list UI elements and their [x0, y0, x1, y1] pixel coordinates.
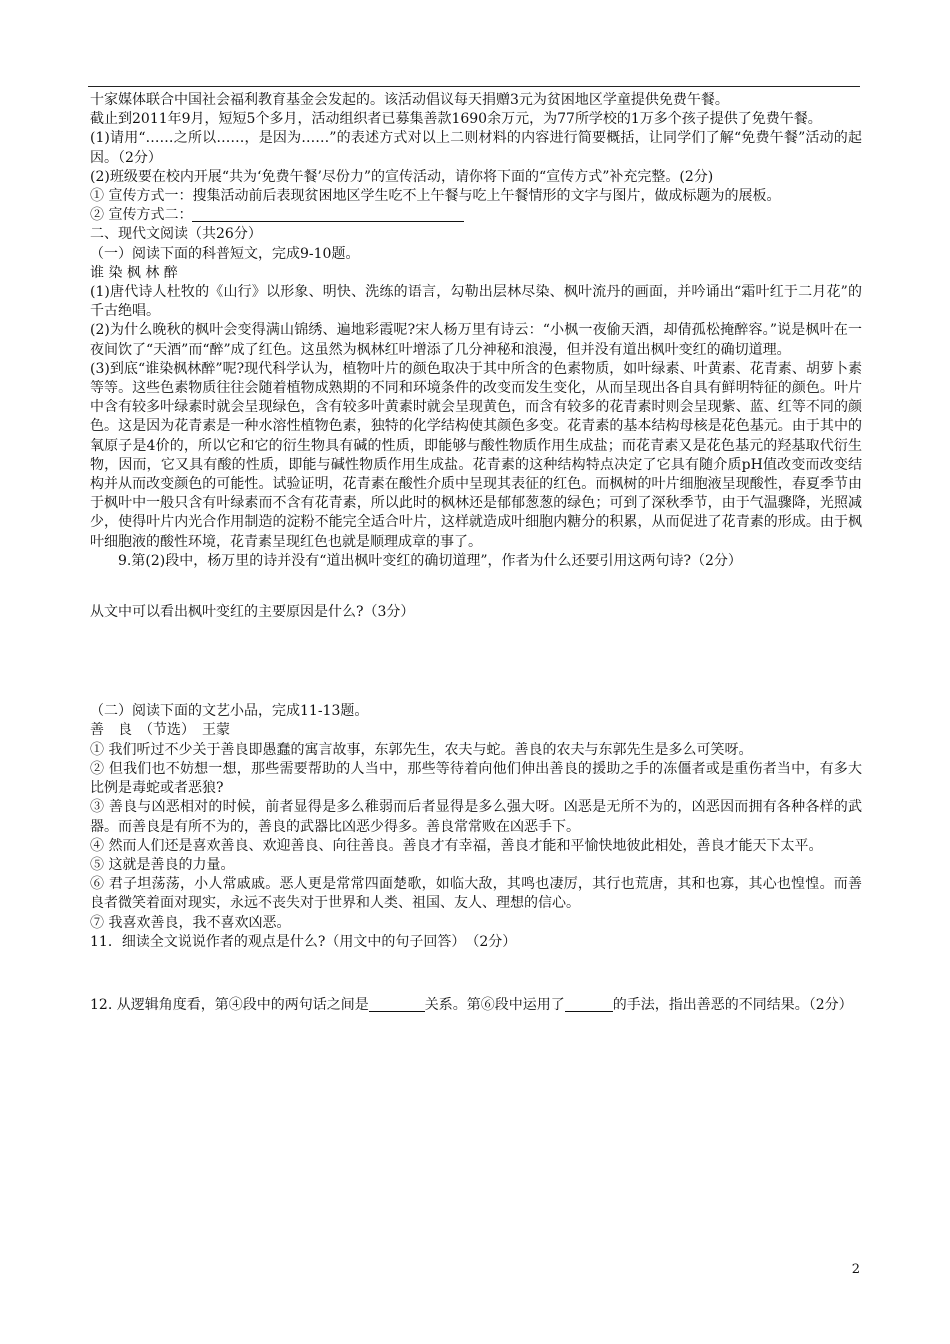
question-10: 从文中可以看出枫叶变红的主要原因是什么?（3分） — [90, 604, 415, 621]
question-12-blank-1[interactable] — [369, 996, 425, 1012]
page-number: 2 — [851, 1262, 860, 1277]
question-12-part-c: 的手法，指出善恶的不同结果。（2分） — [612, 996, 853, 1013]
page-content — [90, 91, 862, 1015]
promotion-method-2-label: ② 宣传方式二： — [90, 207, 193, 224]
article-1-paragraph-3: (3)到底“谁染枫林醉”呢?现代科学认为，植物叶片的颜色取决于其中所含的色素物质，如叶绿素、叶黄素、花青素、胡萝卜素等等。这些色素物质往往会随着植物成熟期的不同和环境条件的改变而发生变化，从而呈现出各自具有鲜明特征的颜色。叶片中含有较多叶绿素时就会呈现绿色，含有较多叶黄素时就会呈现黄色，而含有较多的花青素时则会呈现紫、蓝、红等不同的颜色。这是因为花青素是一种水溶性植物色素，独特的化学结构使其颜色多变。花青素的基本结构母核是花色基元。由于其中的氧原子是4价的，所以它和它的衍生物具有碱的性质，即能够与酸性物质作用生成盐；而花青素又是花色基元的羟基取代衍生物，因而，它又具有酸的性质，即能与碱性物质作用生成盐。花青素的这种结构特点决定了它具有随介质pH值改变而改变结构并从而改变颜色的可能性。试验证明，花青素在酸性介质中呈现其表征的红色。而枫树的叶片细胞液呈现酸性，春夏季节由于枫叶中一般只含有叶绿素而不含有花青素，所以此时的枫林还是郁郁葱葱的绿色；可到了深秋季节，由于气温骤降，光照减少，使得叶片内光合作用制造的淀粉不能完全适合叶片，这样就造成叶细胞内糖分的积累，从而促进了花青素的形成。由于枫叶细胞液的酸性环境，花青素呈现红色也就是顺理成章的事了。 — [90, 360, 862, 550]
question-9: 9.第(2)段中，杨万里的诗并没有“道出枫叶变红的确切道理”，作者为什么还要引用这两句诗?（2分） — [118, 552, 742, 569]
article-2-title: 善 良 （节选） 王蒙 — [90, 722, 230, 739]
article-1-paragraph-2: (2)为什么晚秋的枫叶会变得满山锦绣、遍地彩霞呢?宋人杨万里有诗云：“小枫一夜偷天酒，却倩孤松掩醉容。”说是枫叶在一夜间饮了“天酒”而“醉”成了红色。这虽然为枫林红叶增添了几分神秘和浪漫，但并没有道出枫叶变红的确切道理。 — [90, 322, 862, 358]
question-12-part-b: 关系。第⑥段中运用了 — [424, 996, 565, 1013]
article-2-paragraph-4: ④ 然而人们还是喜欢善良、欢迎善良、向往善良。善良才有幸福，善良才能和平愉快地彼此相处，善良才能天下太平。 — [90, 837, 823, 854]
question-part-2: (2)班级要在校内开展“共为‘免费午餐’尽份力”的宣传活动，请你将下面的“宣传方式”补充完整。(2分) — [90, 168, 714, 185]
article-2-paragraph-1: ① 我们听过不少关于善良即愚蠢的寓言故事，东郭先生，农夫与蛇。善良的农夫与东郭先生是多么可笑呀。 — [90, 741, 753, 758]
article-2-paragraph-2: ② 但我们也不妨想一想，那些需要帮助的人当中，那些等待着向他们伸出善良的援助之手的冻僵者或是重伤者当中，有多大比例是毒蛇或者恶狼? — [90, 760, 862, 797]
intro-line-1: 十家媒体联合中国社会福利教育基金会发起的。该活动倡议每天捐赠3元为贫困地区学童提供免费午餐。 — [90, 92, 729, 108]
question-12 — [90, 996, 862, 1015]
header-rule — [88, 86, 860, 87]
article-2-paragraph-6: ⑥ 君子坦荡荡，小人常戚戚。恶人更是常常四面楚歌，如临大敌，其鸣也凄厉，其行也荒唐，其和也寡，其心也惶惶。而善良者微笑着面对现实，永远不丧失对于世界和人类、祖国、友人、理想的信心。 — [90, 876, 862, 912]
question-part-1: (1)请用“……之所以……，是因为……”的表述方式对以上二则材料的内容进行简要概括，让同学们了解“免费午餐”活动的起因。（2分） — [90, 130, 862, 166]
question-11-answer-space — [90, 952, 862, 996]
article-2-paragraph-7: ⑦ 我喜欢善良，我不喜欢凶恶。 — [90, 914, 291, 931]
promotion-method-2 — [90, 206, 862, 225]
question-9-answer-space — [90, 571, 862, 603]
article-1-paragraph-1: (1)唐代诗人杜牧的《山行》以形象、明快、洗练的语言，勾勒出层林尽染、枫叶流丹的画面，并吟诵出“霜叶红于二月花”的千古绝唱。 — [90, 284, 862, 320]
question-12-part-a: 12. 从逻辑角度看，第④段中的两句话之间是 — [90, 996, 369, 1013]
part-2-intro: （二）阅读下面的文艺小品，完成11-13题。 — [90, 703, 369, 720]
promotion-method-1: ① 宣传方式一：搜集活动前后表现贫困地区学生吃不上午餐与吃上午餐情形的文字与图片，做成标题为的展板。 — [90, 188, 781, 205]
intro-line-2: 截止到2011年9月，短短5个多月，活动组织者已募集善款1690余万元，为77所学校的1万多个孩子提供了免费午餐。 — [90, 111, 822, 128]
article-2-paragraph-3: ③ 善良与凶恶相对的时候，前者显得是多么稚弱而后者显得是多么强大呀。凶恶是无所不为的，凶恶因而拥有各种各样的武器。而善良是有所不为的，善良的武器比凶恶少得多。善良常常败在凶恶手下。 — [90, 799, 862, 835]
part-1-intro: （一）阅读下面的科普短文，完成9-10题。 — [90, 245, 360, 262]
section-2-heading: 二、现代文阅读（共26分） — [90, 226, 262, 243]
promotion-method-2-answer-blank[interactable] — [192, 206, 464, 222]
article-2-paragraph-5: ⑤ 这就是善良的力量。 — [90, 856, 235, 873]
question-12-blank-2[interactable] — [565, 996, 613, 1012]
question-10-answer-space — [90, 622, 862, 702]
article-1-title: 谁 染 枫 林 醉 — [90, 264, 178, 281]
question-11: 11．细读全文说说作者的观点是什么?（用文中的句子回答） （2分） — [90, 933, 517, 950]
